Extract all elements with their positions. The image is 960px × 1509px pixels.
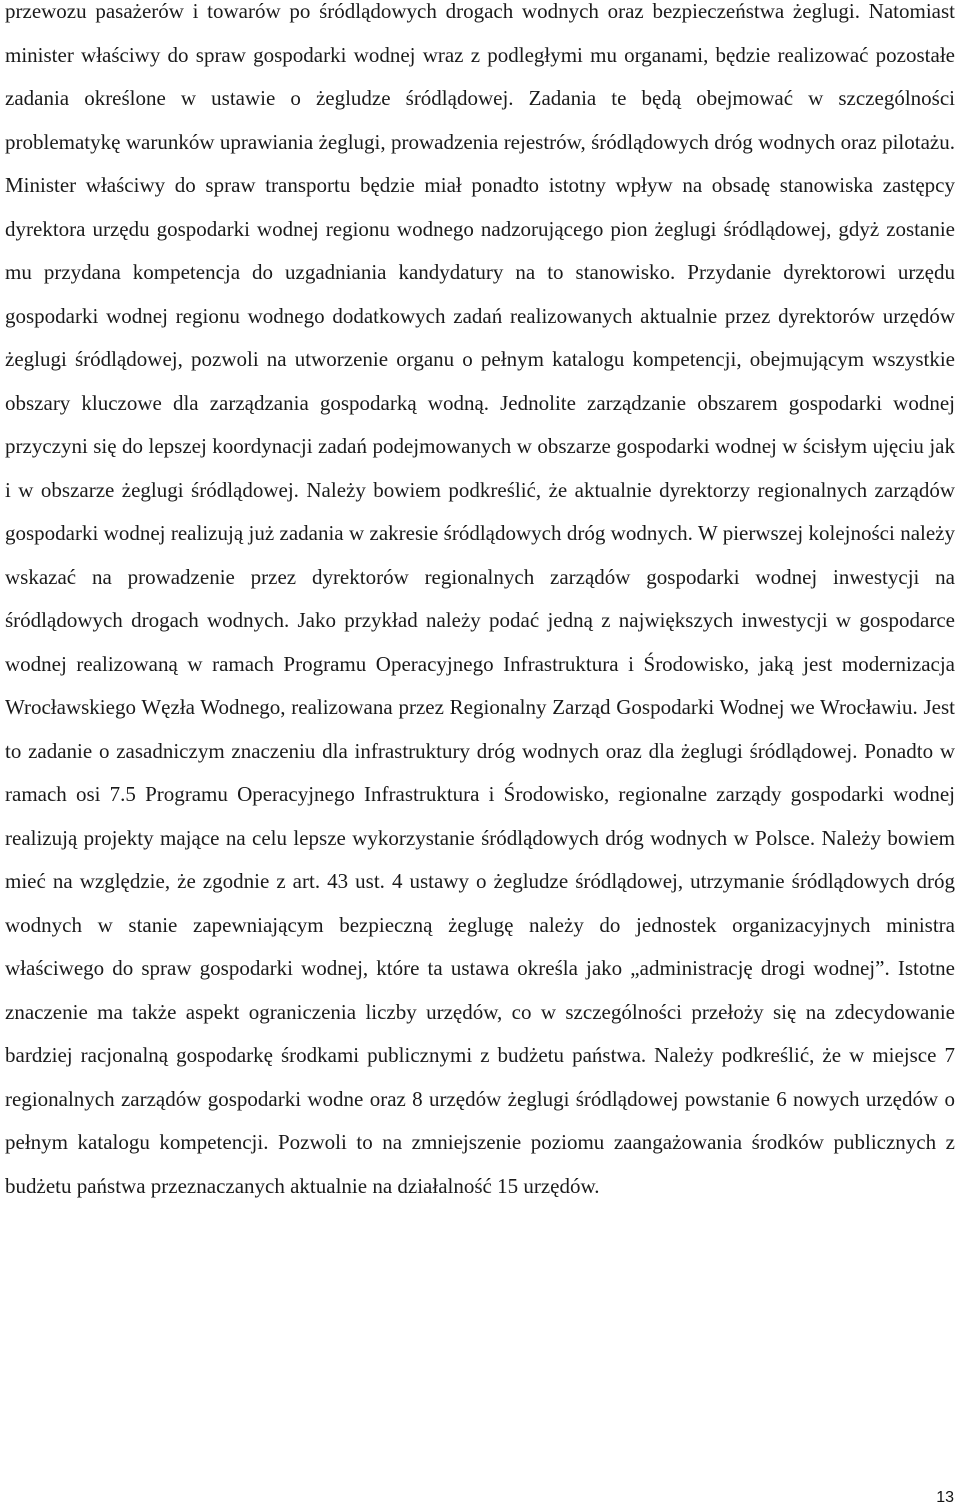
body-paragraph: przewozu pasażerów i towarów po śródlądowych drogach wodnych oraz bezpieczeństwa żeglugi. Natomiast minister właściwy do spraw gospodarki wodnej wraz z podległymi mu organami, będzie realizować pozostałe zadania określone w ustawie o żegludze śródlądowej. Zadania te będą obejmować w szczególności problematykę warunków uprawiania żeglugi, prowadzenia rejestrów, śródlądowych dróg wodnych oraz pilotażu. Minister właściwy do spraw transportu będzie miał ponadto istotny wpływ na obsadę stanowiska zastępcy dyrektora urzędu gospodarki wodnej regionu wodnego nadzorującego pion żeglugi śródlądowej, gdyż zostanie mu przydana kompetencja do uzgadniania kandydatury na to stanowisko. Przydanie dyrektorowi urzędu gospodarki wodnej regionu wodnego dodatkowych zadań realizowanych aktualnie przez dyrektorów urzędów żeglugi śródlądowej, pozwoli na utworzenie organu o pełnym katalogu kompetencji, obejmującym wszystkie obszary kluczowe dla zarządzania gospodarką wodną. Jednolite zarządzanie obszarem gospodarki wodnej przyczyni się do lepszej koordynacji zadań podejmowanych w obszarze gospodarki wodnej w ścisłym ujęciu jak i w obszarze żeglugi śródlądowej. Należy bowiem podkreślić, że aktualnie dyrektorzy regionalnych zarządów gospodarki wodnej realizują już zadania w zakresie śródlądowych dróg wodnych. W pierwszej kolejności należy wskazać na prowadzenie przez dyrektorów regionalnych zarządów gospodarki wodnej inwestycji na śródlądowych drogach wodnych. Jako przykład należy podać jedną z największych inwestycji w gospodarce wodnej realizowaną w ramach Programu Operacyjnego Infrastruktura i Środowisko, jaką jest modernizacja Wrocławskiego Węzła Wodnego, realizowana przez Regionalny Zarząd Gospodarki Wodnej we Wrocławiu. Jest to zadanie o zasadniczym znaczeniu dla infrastruktury dróg wodnych oraz dla żeglugi śródlądowej. Ponadto w ramach osi 7.5 Programu Operacyjnego Infrastruktura i Środowisko, regionalne zarządy gospodarki wodnej realizują projekty mające na celu lepsze wykorzystanie śródlądowych dróg wodnych w Polsce. Należy bowiem mieć na względzie, że zgodnie z art. 43 ust. 4 ustawy o żegludze śródlądowej, utrzymanie śródlądowych dróg wodnych w stanie zapewniającym bezpieczną żeglugę należy do jednostek organizacyjnych ministra właściwego do spraw gospodarki wodnej, które ta ustawa określa jako „administrację drogi wodnej”. Istotne znaczenie ma także aspekt ograniczenia liczby urzędów, co w szczególności przełoży się na zdecydowanie bardziej racjonalną gospodarkę środkami publicznymi z budżetu państwa. Należy podkreślić, że w miejsce 7 regionalnych zarządów gospodarki wodne oraz 8 urzędów żeglugi śródlądowej powstanie 6 nowych urzędów o pełnym katalogu kompetencji. Pozwoli to na zmniejszenie poziomu zaangażowania środków publicznych z budżetu państwa przeznaczanych aktualnie na działalność 15 urzędów. bbox=[5, 0, 955, 1198]
page-number: 13 bbox=[936, 1489, 954, 1506]
